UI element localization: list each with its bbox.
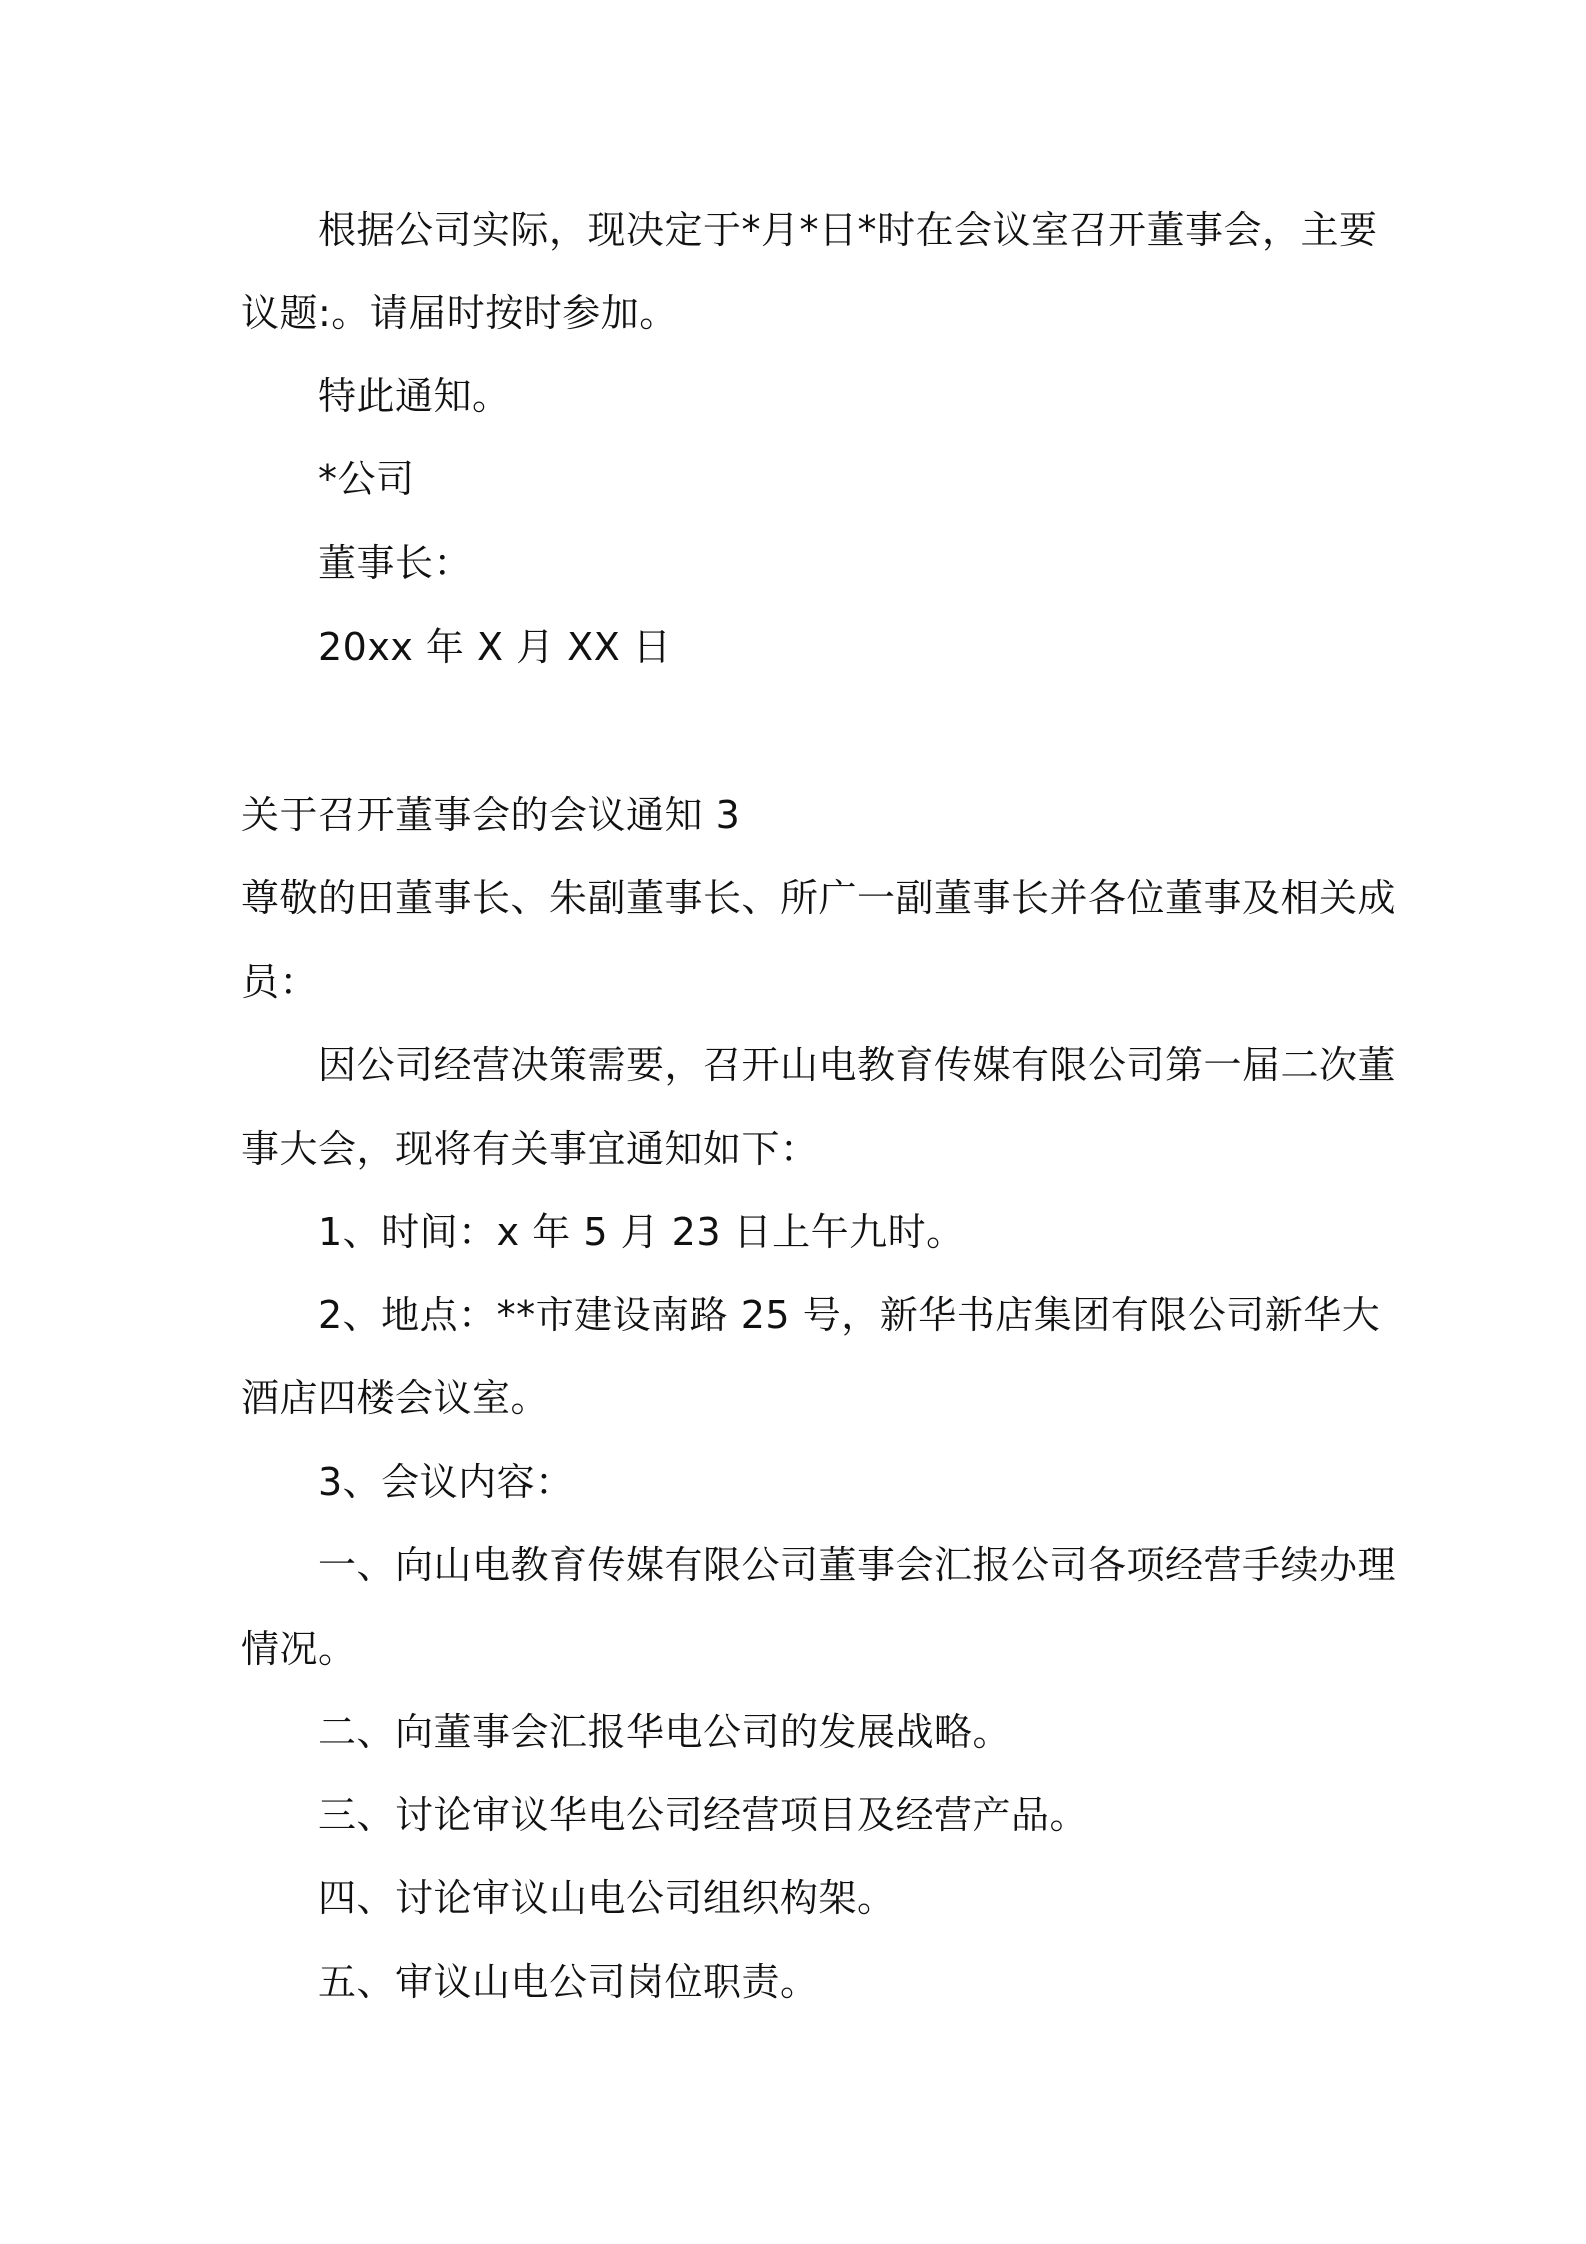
intro-line-2: 事大会，现将有关事宜通知如下： (241, 1127, 819, 1171)
notice-body-line-2: 议题:。请届时按时参加。 (241, 291, 678, 335)
closing-text: 特此通知。 (318, 374, 511, 418)
company-signature: *公司 (318, 457, 415, 501)
notice-title: 关于召开董事会的会议通知 3 (241, 793, 741, 837)
meeting-location-line-1: 2、地点：**市建设南路 25 号，新华书店集团有限公司新华大 (318, 1293, 1381, 1337)
agenda-item-4: 四、讨论审议山电公司组织构架。 (318, 1876, 896, 1920)
content-heading: 3、会议内容： (318, 1460, 574, 1504)
agenda-item-1-line-2: 情况。 (241, 1627, 357, 1671)
salutation-line-2: 员： (241, 960, 319, 1004)
agenda-item-1-line-1: 一、向山电教育传媒有限公司董事会汇报公司各项经营手续办理 (318, 1543, 1397, 1587)
agenda-item-2: 二、向董事会汇报华电公司的发展战略。 (318, 1710, 1012, 1754)
agenda-item-3: 三、讨论审议华电公司经营项目及经营产品。 (318, 1793, 1089, 1837)
meeting-location-line-2: 酒店四楼会议室。 (241, 1376, 550, 1420)
intro-line-1: 因公司经营决策需要，召开山电教育传媒有限公司第一届二次董 (318, 1043, 1397, 1087)
notice-body-line-1: 根据公司实际，现决定于*月*日*时在会议室召开董事会，主要 (318, 208, 1378, 252)
notice-date: 20xx 年 X 月 XX 日 (318, 625, 672, 669)
meeting-time: 1、时间：x 年 5 月 23 日上午九时。 (318, 1210, 965, 1254)
salutation-line-1: 尊敬的田董事长、朱副董事长、所广一副董事长并各位董事及相关成 (241, 876, 1397, 920)
chairman-signature: 董事长： (318, 541, 473, 585)
agenda-item-5: 五、审议山电公司岗位职责。 (318, 1960, 819, 2004)
